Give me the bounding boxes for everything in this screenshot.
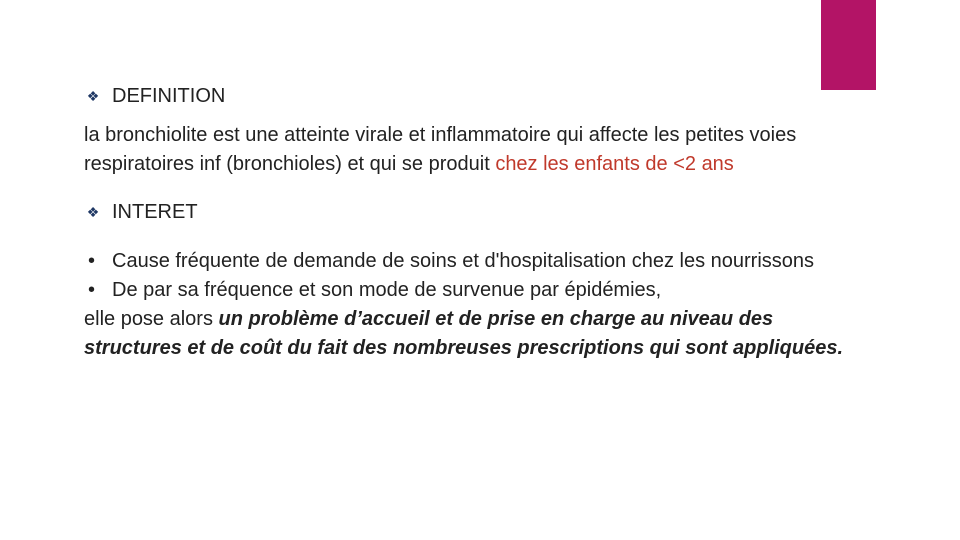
definition-text: la bronchiolite est une atteinte virale et inflammatoire qui affecte les petites voies respiratoires inf (bronchioles) et qui se produit — [84, 124, 797, 175]
diamond-icon: ❖ — [86, 88, 100, 104]
list-item — [84, 247, 844, 276]
definition-paragraph — [84, 121, 844, 179]
interet-list — [84, 247, 844, 363]
diamond-icon: ❖ — [86, 204, 100, 220]
continuation-text: elle pose alors — [84, 308, 219, 330]
bullet-text-2: De par sa fréquence et son mode de survenue par épidémies, — [112, 279, 662, 301]
bullet-icon: • — [88, 250, 96, 272]
bullet-text-1: Cause fréquente de demande de soins et d'hospitalisation chez les nourrissons — [112, 250, 815, 272]
interet-heading — [84, 198, 844, 227]
interet-title: INTERET — [112, 201, 198, 223]
definition-title: DEFINITION — [112, 85, 226, 107]
continuation-paragraph — [84, 305, 844, 363]
slide-content — [84, 82, 844, 363]
accent-bar — [821, 0, 876, 90]
bullet-icon: • — [88, 279, 96, 301]
definition-highlight: chez les enfants de <2 ans — [495, 153, 734, 175]
continuation-emphasis: un problème d’accueil et de prise en charge au niveau des structures et de coût du fait des nombreuses prescriptions qui sont appliquées. — [84, 308, 844, 359]
definition-heading — [84, 82, 844, 111]
list-item — [84, 276, 844, 305]
